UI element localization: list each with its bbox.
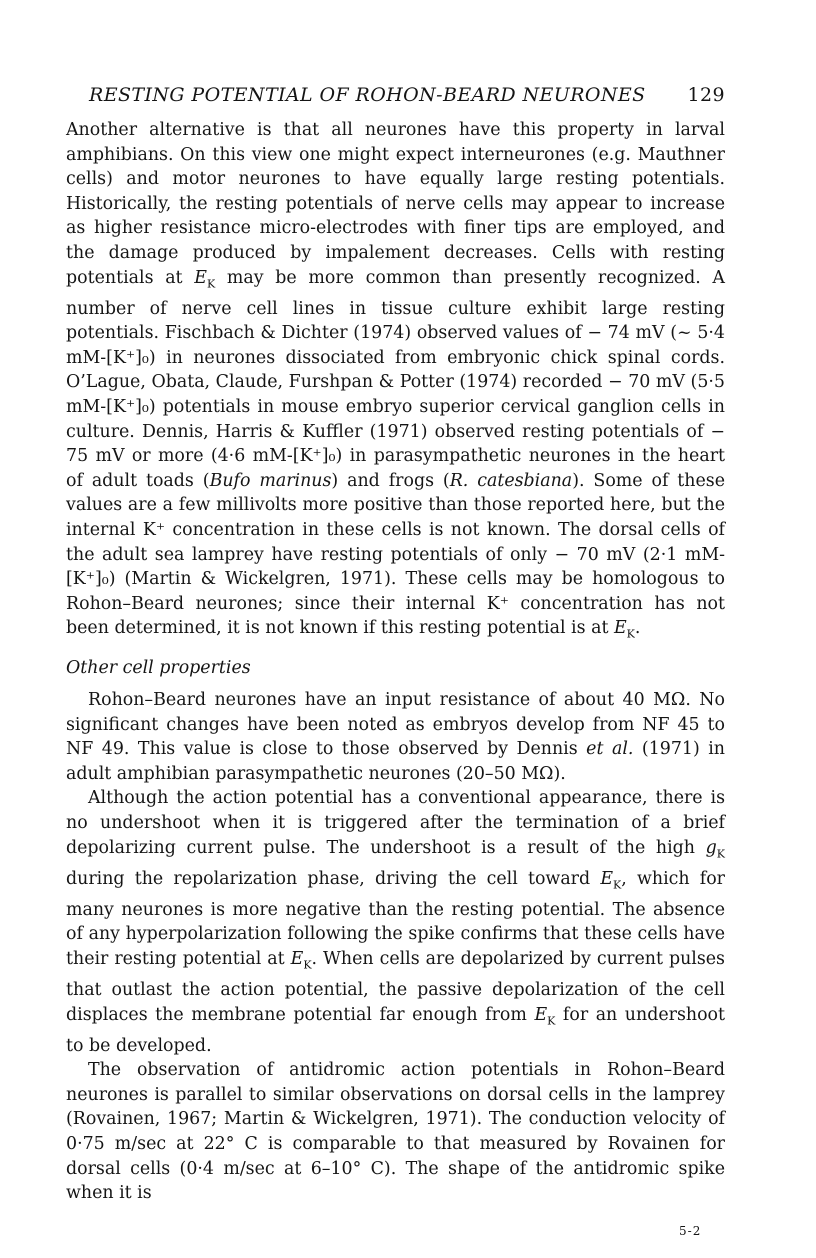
ek-symbol: $E_K$ (194, 267, 216, 291)
section-heading: Other cell properties (66, 658, 251, 678)
species-name: R. catesbiana (449, 470, 573, 491)
running-head (89, 84, 725, 114)
running-head-title: RESTING POTENTIAL OF ROHON-BEARD NEURONES (89, 84, 646, 106)
species-name: Bufo marinus (209, 470, 332, 491)
text-run: . (634, 618, 641, 639)
text-run: Another alternative is that all neurones have this property in larval amphibians. On this view one might expect interneurones (e.g. Mauthner cells) and motor neurones to have equally large resting potentials. Historically, the resting potentials of nerve cells may appear to increase as higher resistance micro-electrodes with finer tips are employed, and the damage produced by impalement decreases. Cells with resting potentials at (66, 120, 725, 288)
page-number: 129 (687, 84, 725, 106)
ek-symbol: $E_K$ (534, 1004, 556, 1027)
ek-symbol: $E_K$ (290, 948, 312, 972)
text-run: may be more common than presently recognized. A number of nerve cell lines in tissue culture exhibit large resting potentials. Fischbach & Dichter (1974) observed values of − 74 mV (~ 5·4 mM-[K⁺]₀) in neurones dissociated from embryonic chick spinal cords. O’Lague, Obata, Claude, Furshpan & Potter (1974) recorded − 70 mV (5·5 mM-[K⁺]₀) potentials in mouse embryo superior cervical ganglion cells in culture. Dennis, Harris & Kuffler (1971) observed resting potentials of − 75 mV or more (4·6 mM-[K⁺]₀) in parasympathetic neurones in the heart of adult toads ( (66, 267, 725, 491)
signature-mark: 5-2 (679, 1224, 702, 1238)
paragraph-input-resistance: Rohon–Beard neurones have an input resistance of about 40 MΩ. No significant changes have been noted as embryos develop from NF 45 to NF 49. This value is close to those observed by Dennis et al. (1971) in adult amphibian parasympathetic neurones (20–50 MΩ). (66, 690, 725, 784)
ek-symbol: $E_K$ (600, 868, 622, 892)
paragraph-antidromic: The observation of antidromic action potentials in Rohon–Beard neurones is parallel to similar observations on dorsal cells in the lamprey (Rovainen, 1967; Martin & Wickelgren, 1971). The conduction velocity of 0·75 m/sec at 22° C is comparable to that measured by Rovainen for dorsal cells (0·4 m/sec at 6–10° C). The shape of the antidromic spike when it is (66, 1060, 725, 1204)
paragraph-resting-potentials (66, 118, 725, 647)
gk-symbol: $g_K$ (705, 837, 725, 861)
text-run: ). Some of these values are a few millivolts more positive than those reported here, but the internal K⁺ concentration in these cells is not known. The dorsal cells of the adult sea lamprey have resting potentials of only − 70 mV (2·1 mM-[K⁺]₀) (Martin & Wickelgren, 1971). These cells may be homologous to Rohon–Beard neurones; since their internal K⁺ concentration has not been determined, it is not known if this resting potential is at (66, 470, 725, 639)
ek-symbol: $E_K$ (613, 618, 635, 641)
paragraph-undershoot: Although the action potential has a conventional appearance, there is no undershoot when it is triggered after the termination of a brief depolarizing current pulse. The undershoot is a result of the high $g_K$ during the repolarization phase, driving the cell toward $E_K$, which for many neurones is more negative than the resting potential. The absence of any hyperpolarization following the spike confirms that these cells have their resting potential at $E_K$. When cells are depolarized by current pulses that outlast the action potential, the passive depolarization of the cell displaces the membrane potential far enough from $E_K$ for an undershoot to be developed. (66, 788, 725, 1056)
text-run: ) and frogs ( (331, 470, 450, 491)
section-body (66, 688, 725, 1206)
